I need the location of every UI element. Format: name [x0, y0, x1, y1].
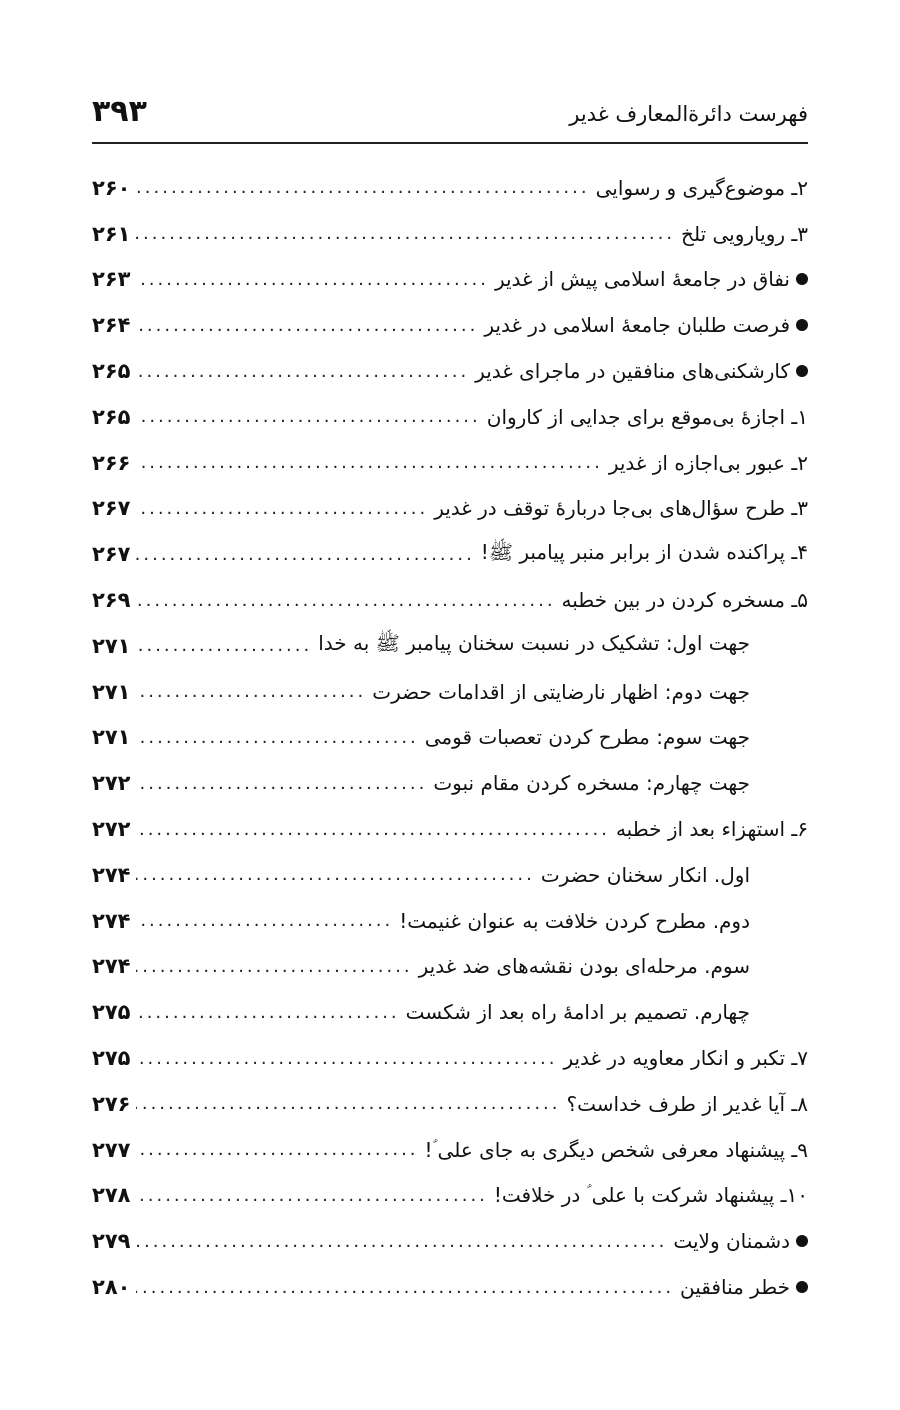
toc-entry — [92, 898, 808, 944]
toc-entry-title: ۳ـ طرح سؤال‌های بی‌جا دربارهٔ توقف در غدیر — [434, 496, 808, 521]
dot-leader — [136, 452, 602, 473]
toc-entry — [92, 440, 808, 486]
dot-leader — [136, 1002, 399, 1023]
toc-entry — [92, 531, 808, 577]
toc-entry — [92, 1173, 808, 1219]
page-number: ۳۹۳ — [92, 94, 147, 129]
toc-entry-page-number: ۲۷۵ — [92, 1000, 131, 1025]
toc-entry-title: نفاق در جامعهٔ اسلامی پیش از غدیر — [494, 267, 790, 292]
dot-leader — [136, 864, 534, 885]
toc-entry-page-number: ۲۶۵ — [92, 359, 131, 384]
toc-entry — [92, 302, 808, 348]
toc-entry-title: ۸ـ آیا غدیر از طرف خداست؟ — [566, 1091, 808, 1116]
toc-entry-title: ۹ـ پیشنهاد معرفی شخص دیگری به جای علی ؑ! — [424, 1137, 808, 1162]
dot-leader — [136, 956, 412, 977]
toc-entry-page-number: ۲۷۴ — [92, 908, 131, 933]
toc-entry-title: ۶ـ استهزاء بعد از خطبه — [615, 817, 808, 842]
toc-entry — [92, 760, 808, 806]
dot-leader — [136, 223, 675, 244]
running-title: فهرست دائرةالمعارف غدیر — [569, 102, 808, 126]
toc-entry — [92, 165, 808, 211]
toc-entry-page-number: ۲۷۹ — [92, 1229, 131, 1254]
dot-leader — [136, 773, 427, 794]
toc-entry — [92, 486, 808, 532]
dot-leader — [136, 361, 469, 382]
toc-entry-title: چهارم. تصمیم بر ادامهٔ راه بعد از شکست — [405, 1000, 750, 1025]
toc-entry-page-number: ۲۶۶ — [92, 450, 131, 475]
toc-entry-title: ۲ـ موضوع‌گیری و رسوایی — [595, 175, 808, 200]
toc-entry-page-number: ۲۶۴ — [92, 313, 131, 338]
toc-entry-title: کارشکنی‌های منافقین در ماجرای غدیر — [475, 359, 790, 384]
dot-leader — [136, 590, 555, 611]
dot-leader — [136, 1185, 487, 1206]
toc-entry-page-number: ۲۷۱ — [92, 725, 131, 750]
toc-entry-page-number: ۲۷۲ — [92, 771, 131, 796]
toc-entry-title: ۲ـ عبور بی‌اجازه از غدیر — [608, 450, 808, 475]
toc-entry-title: دشمنان ولایت — [673, 1229, 790, 1254]
table-of-contents — [92, 165, 808, 1310]
bullet-icon — [796, 273, 808, 285]
dot-leader — [136, 910, 393, 931]
toc-entry — [92, 1081, 808, 1127]
toc-entry-page-number: ۲۷۷ — [92, 1137, 131, 1162]
dot-leader — [136, 177, 589, 198]
toc-entry-title: جهت دوم: اظهار نارضایتی از اقدامات حضرت — [372, 679, 750, 704]
toc-entry — [92, 257, 808, 303]
dot-leader — [136, 1139, 418, 1160]
toc-entry-page-number: ۲۷۱ — [92, 633, 131, 658]
toc-entry-page-number: ۲۷۱ — [92, 679, 131, 704]
toc-entry-page-number: ۲۶۷ — [92, 542, 131, 567]
bullet-icon — [796, 1235, 808, 1247]
toc-entry-page-number: ۲۶۰ — [92, 175, 131, 200]
toc-entry — [92, 1035, 808, 1081]
toc-entry-page-number: ۲۶۳ — [92, 267, 131, 292]
dot-leader — [136, 498, 428, 519]
toc-entry-title: اول. انکار سخنان حضرت — [540, 862, 750, 887]
toc-entry — [92, 577, 808, 623]
toc-entry-page-number: ۲۶۱ — [92, 221, 131, 246]
page-header — [92, 92, 808, 144]
toc-entry — [92, 1127, 808, 1173]
toc-entry-page-number: ۲۶۹ — [92, 588, 131, 613]
toc-entry — [92, 806, 808, 852]
toc-entry-page-number: ۲۷۲ — [92, 817, 131, 842]
toc-entry — [92, 715, 808, 761]
dot-leader — [136, 1231, 667, 1252]
toc-entry — [92, 669, 808, 715]
toc-entry-title: ۴ـ پراکنده شدن از برابر منبر پیامبر ﷺ! — [480, 539, 808, 564]
toc-entry-title: ۱ـ اجازهٔ بی‌موقع برای جدایی از کاروان — [486, 404, 808, 429]
toc-entry-title: جهت اول: تشکیک در نسبت سخنان پیامبر ﷺ به خدا — [318, 631, 750, 656]
toc-entry-page-number: ۲۷۵ — [92, 1046, 131, 1071]
toc-entry-page-number: ۲۷۶ — [92, 1091, 131, 1116]
dot-leader — [136, 635, 312, 656]
dot-leader — [136, 727, 418, 748]
dot-leader — [136, 1048, 557, 1069]
dot-leader — [136, 544, 474, 565]
toc-entry-title: فرصت طلبان جامعهٔ اسلامی در غدیر — [484, 313, 790, 338]
dot-leader — [136, 269, 488, 290]
toc-entry — [92, 852, 808, 898]
toc-entry-title: ۷ـ تکبر و انکار معاویه در غدیر — [563, 1046, 808, 1071]
dot-leader — [136, 315, 478, 336]
toc-entry-title: جهت سوم: مطرح کردن تعصبات قومی — [424, 725, 750, 750]
toc-entry-page-number: ۲۸۰ — [92, 1275, 131, 1300]
bullet-icon — [796, 319, 808, 331]
bullet-icon — [796, 1281, 808, 1293]
toc-entry — [92, 394, 808, 440]
dot-leader — [136, 1093, 560, 1114]
toc-entry-title: جهت چهارم: مسخره کردن مقام نبوت — [433, 771, 750, 796]
toc-entry-page-number: ۲۶۷ — [92, 496, 131, 521]
dot-leader — [136, 406, 480, 427]
toc-entry — [92, 623, 808, 669]
toc-entry-page-number: ۲۷۴ — [92, 862, 131, 887]
toc-entry-title: سوم. مرحله‌ای بودن نقشه‌های ضد غدیر — [418, 954, 750, 979]
dot-leader — [136, 681, 366, 702]
toc-entry-title: ۱۰ـ پیشنهاد شرکت با علی ؑ در خلافت! — [493, 1183, 808, 1208]
toc-entry — [92, 944, 808, 990]
toc-entry-page-number: ۲۶۵ — [92, 404, 131, 429]
toc-entry-page-number: ۲۷۸ — [92, 1183, 131, 1208]
toc-entry — [92, 348, 808, 394]
toc-entry — [92, 211, 808, 257]
toc-entry-title: خطر منافقین — [680, 1275, 790, 1300]
toc-entry-title: دوم. مطرح کردن خلافت به عنوان غنیمت! — [399, 908, 750, 933]
toc-entry-title: ۵ـ مسخره کردن در بین خطبه — [561, 588, 808, 613]
toc-entry — [92, 1218, 808, 1264]
toc-entry — [92, 1264, 808, 1310]
toc-entry — [92, 989, 808, 1035]
dot-leader — [136, 819, 609, 840]
toc-entry-page-number: ۲۷۴ — [92, 954, 131, 979]
dot-leader — [136, 1277, 674, 1298]
toc-entry-title: ۳ـ رویارویی تلخ — [681, 221, 808, 246]
bullet-icon — [796, 365, 808, 377]
